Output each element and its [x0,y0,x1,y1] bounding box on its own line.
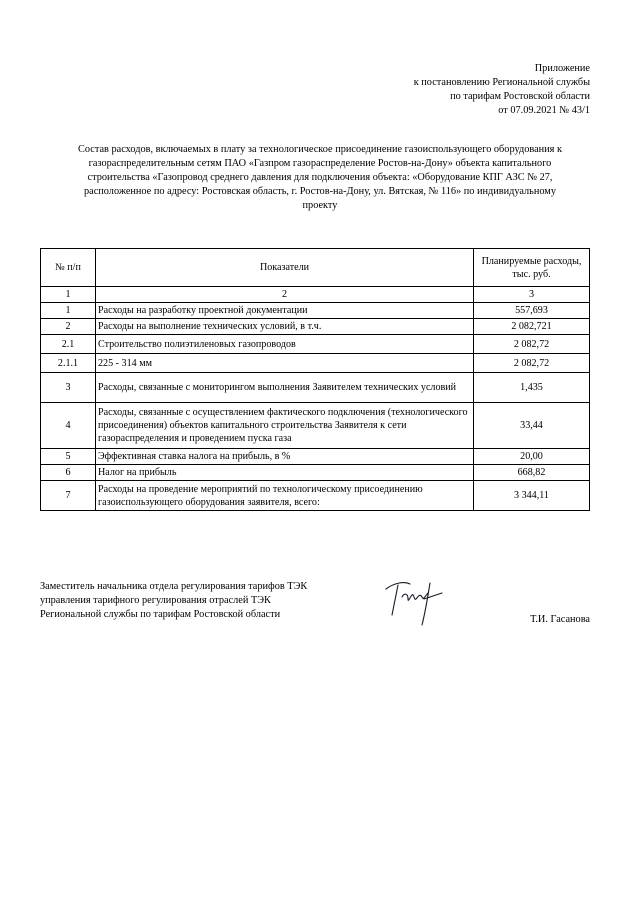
handwritten-signature [380,575,460,633]
table-row [41,373,590,403]
row-name: 225 - 314 мм [96,354,474,373]
row-num: 5 [41,449,96,465]
row-value: 2 082,72 [474,354,590,373]
row-num: 4 [41,403,96,449]
row-name: Расходы на выполнение технических условий, в т.ч. [96,319,474,335]
row-name: Налог на прибыль [96,465,474,481]
table-row [41,449,590,465]
table-row [41,319,590,335]
index-num: 1 [41,287,96,303]
table-header-row [41,249,590,287]
header-name: Показатели [96,249,474,287]
signer-name: Т.И. Гасанова [530,614,590,625]
row-value: 3 344,11 [474,481,590,511]
table-row [41,481,590,511]
document-title [40,143,600,213]
header-line: Приложение [534,63,590,74]
signature-icon [380,575,460,630]
row-num: 3 [41,373,96,403]
footer-line: управления тарифного регулирования отраслей ТЭК [40,595,271,606]
footer-line: Региональной службы по тарифам Ростовской области [40,609,281,620]
row-num: 2.1 [41,335,96,354]
header-line: от 07.09.2021 № 43/1 [498,105,590,116]
expenses-table [40,248,590,511]
row-num: 7 [41,481,96,511]
header-line: к постановлению Региональной службы [413,77,590,88]
table-index-row [41,287,590,303]
signatory-position [40,580,307,622]
title-line: строительства «Газопровод среднего давления для подключения объекта: «Оборудование КПГ АЗС № 27, [87,172,553,183]
footer-line: Заместитель начальника отдела регулирования тарифов ТЭК [40,581,308,592]
index-value: 3 [474,287,590,303]
table-row [41,303,590,319]
title-line: газораспределительным сетям ПАО «Газпром газораспределение Ростов-на-Дону» объекта капитального [88,158,552,169]
title-line: Состав расходов, включаемых в плату за технологическое присоединение газоиспользующего оборудования к [78,144,562,155]
row-name: Расходы на проведение мероприятий по технологическому присоединению газоиспользующего оборудования заявителя, всего: [96,481,474,511]
row-value: 20,00 [474,449,590,465]
header-num: № п/п [41,249,96,287]
table-row [41,335,590,354]
appendix-header [414,62,590,118]
row-num: 1 [41,303,96,319]
row-name: Расходы, связанные с мониторингом выполнения Заявителем технических условий [96,373,474,403]
index-name: 2 [96,287,474,303]
row-name: Расходы на разработку проектной документации [96,303,474,319]
row-value: 557,693 [474,303,590,319]
table-row [41,465,590,481]
row-num: 2 [41,319,96,335]
row-name: Строительство полиэтиленовых газопроводов [96,335,474,354]
row-value: 668,82 [474,465,590,481]
row-name: Эффективная ставка налога на прибыль, в % [96,449,474,465]
title-line: расположенное по адресу: Ростовская область, г. Ростов-на-Дону, ул. Вятская, № 116» по индивидуальному [84,186,556,197]
row-value: 1,435 [474,373,590,403]
row-num: 2.1.1 [41,354,96,373]
row-name: Расходы, связанные с осуществлением фактического подключения (технологического присоединения) объектов капитального строительства Заявителя к сети газораспределения и проведением пуска газа [96,403,474,449]
table-row [41,403,590,449]
title-line: проекту [302,200,338,211]
header-line: по тарифам Ростовской области [450,91,590,102]
row-value: 33,44 [474,403,590,449]
header-value: Планируемые расходы, тыс. руб. [474,249,590,287]
row-value: 2 082,721 [474,319,590,335]
table-row [41,354,590,373]
row-num: 6 [41,465,96,481]
row-value: 2 082,72 [474,335,590,354]
